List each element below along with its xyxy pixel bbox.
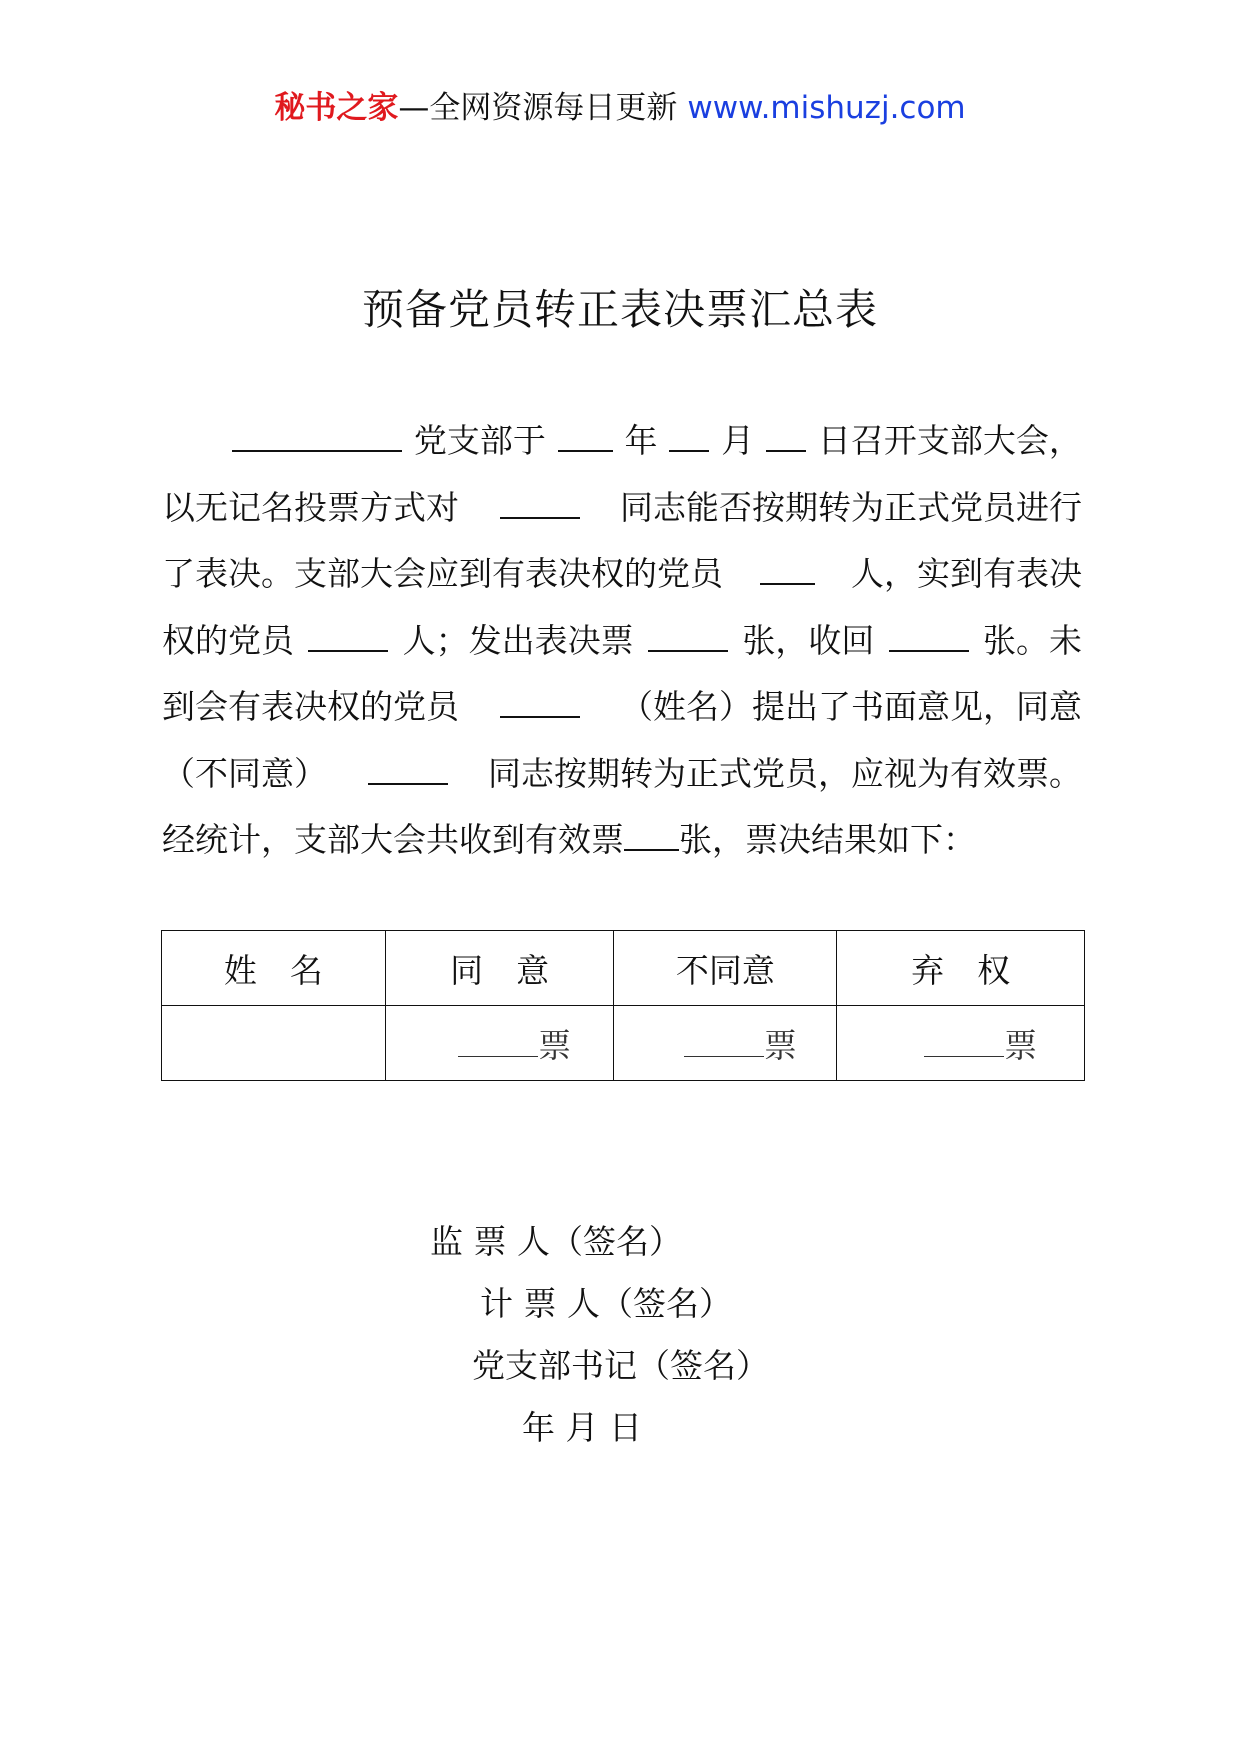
agree-cell[interactable] xyxy=(385,1006,614,1081)
paragraph-line-3 xyxy=(162,541,1082,608)
text-segment: 同志能否按期转为正式党员进行 xyxy=(620,487,1082,527)
header-dash: — xyxy=(398,90,430,126)
valid-ballots-blank xyxy=(624,819,679,851)
ticket-label: 票 xyxy=(1004,1025,1038,1065)
header-slogan: 全网资源每日更新 xyxy=(429,90,678,126)
year-blank xyxy=(558,420,613,452)
text-segment: 人，实到有表决 xyxy=(851,554,1082,593)
ticket-label: 票 xyxy=(763,1025,797,1065)
paragraph-line-7 xyxy=(162,807,1082,874)
text-segment: 同志按期转为正式党员，应视为有效票。 xyxy=(488,753,1082,793)
returned-ballots-blank xyxy=(889,620,969,652)
text-segment: 权的党员 xyxy=(162,620,294,660)
paragraph-line-4 xyxy=(162,608,1082,675)
table-header-row xyxy=(162,931,1085,1006)
paragraph-line-1 xyxy=(162,408,1082,475)
disagree-count-blank xyxy=(684,1032,764,1057)
present-count-blank xyxy=(308,620,388,652)
ticket-label: 票 xyxy=(538,1025,572,1065)
date-label: 年 月 日 xyxy=(522,1408,642,1447)
text-segment: 了表决。支部大会应到有表决权的党员 xyxy=(162,554,723,593)
monitor-signature-label: 监 票 人（签名） xyxy=(430,1222,682,1261)
paragraph-line-6 xyxy=(162,741,1082,808)
text-segment: 张，收回 xyxy=(742,620,875,660)
text-segment: 张。未 xyxy=(982,620,1082,660)
body-paragraph xyxy=(162,408,1082,874)
header-agree: 同 意 xyxy=(385,931,614,1006)
name-cell[interactable] xyxy=(162,1006,386,1081)
text-segment: 月 xyxy=(721,421,755,460)
counter-signature-label: 计 票 人（签名） xyxy=(480,1284,732,1323)
text-segment: 张，票决结果如下： xyxy=(679,820,976,859)
branch-name-blank xyxy=(232,420,402,452)
abstain-count-blank xyxy=(924,1032,1004,1057)
text-segment: 日召开支部大会， xyxy=(817,421,1082,460)
table-row xyxy=(162,1006,1085,1081)
day-blank xyxy=(766,420,806,452)
expected-count-blank xyxy=(760,553,815,585)
text-segment: 以无记名投票方式对 xyxy=(162,487,459,527)
month-blank xyxy=(669,420,709,452)
agree-count-blank xyxy=(458,1032,538,1057)
site-header xyxy=(0,88,1240,128)
vote-results-table xyxy=(161,930,1085,1081)
text-segment: （姓名）提出了书面意见，同意 xyxy=(620,687,1082,726)
header-abstain: 弃 权 xyxy=(837,931,1085,1006)
header-name: 姓 名 xyxy=(162,931,386,1006)
issued-ballots-blank xyxy=(648,620,728,652)
paragraph-line-5 xyxy=(162,674,1082,741)
absent-member-blank xyxy=(500,686,580,718)
document-title: 预备党员转正表决票汇总表 xyxy=(361,285,878,334)
text-segment: 年 xyxy=(624,421,658,460)
member-name-blank xyxy=(500,487,580,519)
site-url-link[interactable]: www.mishuzj.com xyxy=(687,90,966,126)
candidate-name-blank xyxy=(368,753,448,785)
header-disagree: 不同意 xyxy=(614,931,837,1006)
text-segment: 党支部于 xyxy=(413,421,546,460)
text-segment: 到会有表决权的党员 xyxy=(162,687,459,726)
disagree-cell[interactable] xyxy=(614,1006,837,1081)
text-segment: （不同意） xyxy=(162,753,327,793)
text-segment: 经统计，支部大会共收到有效票 xyxy=(162,820,624,859)
brand-name: 秘书之家 xyxy=(274,90,399,126)
text-segment: 人；发出表决票 xyxy=(402,620,634,660)
paragraph-line-2 xyxy=(162,475,1082,542)
abstain-cell[interactable] xyxy=(837,1006,1085,1081)
secretary-signature-label: 党支部书记（签名） xyxy=(472,1346,769,1385)
